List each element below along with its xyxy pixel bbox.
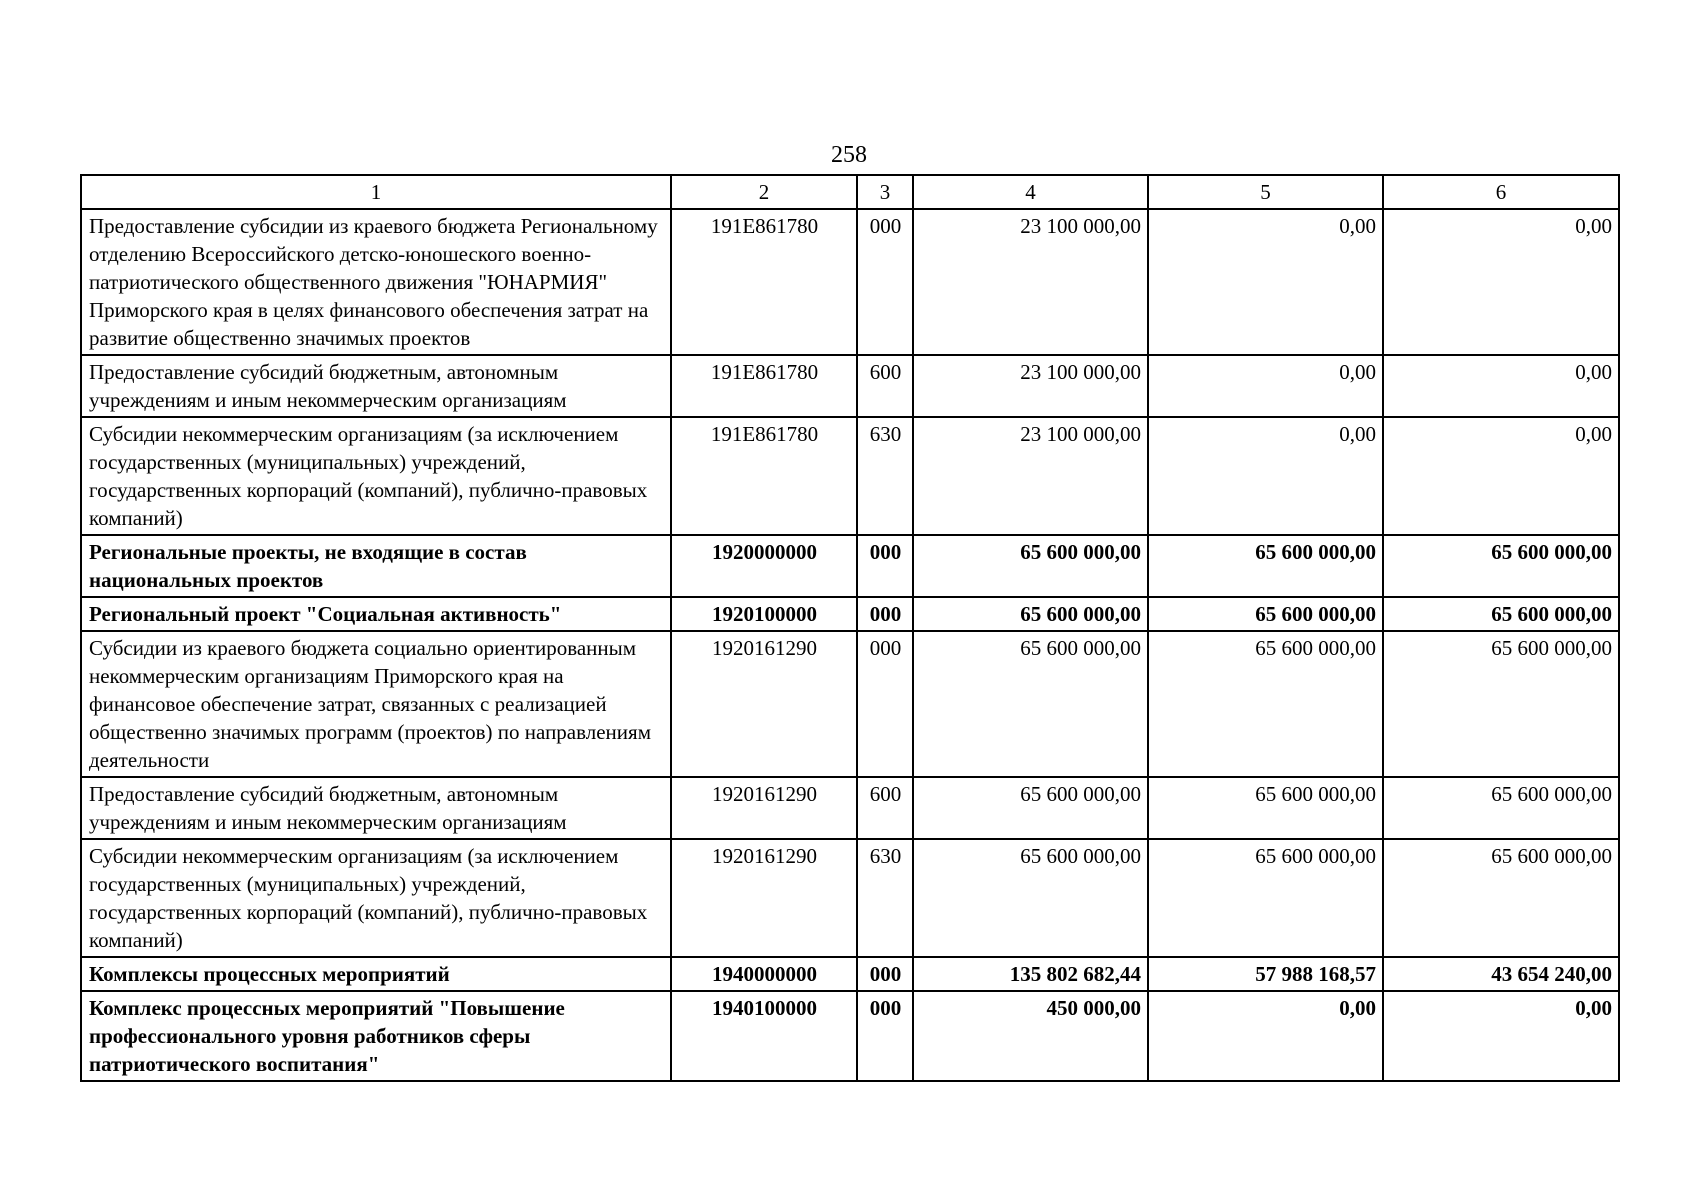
row-type: 630	[857, 839, 913, 957]
row-value-4: 23 100 000,00	[913, 209, 1148, 355]
table-row-total	[81, 957, 1619, 991]
row-value-4: 135 802 682,44	[913, 957, 1148, 991]
row-value-6: 65 600 000,00	[1383, 631, 1619, 777]
row-type: 630	[857, 417, 913, 535]
row-type: 000	[857, 991, 913, 1081]
header-col-4: 4	[913, 175, 1148, 209]
row-code: 1940100000	[671, 991, 857, 1081]
row-name: Комплексы процессных мероприятий	[81, 957, 671, 991]
table-row-total	[81, 597, 1619, 631]
row-value-5: 65 600 000,00	[1148, 777, 1383, 839]
header-col-5: 5	[1148, 175, 1383, 209]
row-code: 191E861780	[671, 209, 857, 355]
row-value-5: 0,00	[1148, 417, 1383, 535]
row-value-6: 43 654 240,00	[1383, 957, 1619, 991]
row-value-5: 57 988 168,57	[1148, 957, 1383, 991]
row-code: 1920161290	[671, 777, 857, 839]
row-value-6: 0,00	[1383, 209, 1619, 355]
header-col-2: 2	[671, 175, 857, 209]
table-row	[81, 355, 1619, 417]
row-code: 1920000000	[671, 535, 857, 597]
row-value-6: 65 600 000,00	[1383, 597, 1619, 631]
row-value-5: 0,00	[1148, 209, 1383, 355]
header-row	[81, 175, 1619, 209]
row-name: Предоставление субсидии из краевого бюджета Региональному отделению Всероссийского детско-юношеского военно-патриотического общественного движения "ЮНАРМИЯ" Приморского края в целях финансового обеспечения затрат на развитие общественно значимых проектов	[81, 209, 671, 355]
row-type: 600	[857, 355, 913, 417]
row-value-4: 65 600 000,00	[913, 631, 1148, 777]
header-col-1: 1	[81, 175, 671, 209]
row-value-5: 65 600 000,00	[1148, 597, 1383, 631]
row-value-4: 23 100 000,00	[913, 417, 1148, 535]
header-col-6: 6	[1383, 175, 1619, 209]
row-code: 191E861780	[671, 355, 857, 417]
row-code: 1940000000	[671, 957, 857, 991]
table-row	[81, 631, 1619, 777]
row-name: Региональный проект "Социальная активность"	[81, 597, 671, 631]
row-value-5: 65 600 000,00	[1148, 631, 1383, 777]
row-value-5: 0,00	[1148, 991, 1383, 1081]
row-name: Предоставление субсидий бюджетным, автономным учреждениям и иным некоммерческим организациям	[81, 777, 671, 839]
row-code: 1920161290	[671, 631, 857, 777]
row-value-6: 0,00	[1383, 355, 1619, 417]
row-code: 1920100000	[671, 597, 857, 631]
row-code: 1920161290	[671, 839, 857, 957]
row-name: Субсидии некоммерческим организациям (за исключением государственных (муниципальных) учреждений, государственных корпораций (компаний), публично-правовых компаний)	[81, 839, 671, 957]
row-name: Субсидии из краевого бюджета социально ориентированным некоммерческим организациям Приморского края на финансовое обеспечение затрат, связанных с реализацией общественно значимых программ (проектов) по направлениям деятельности	[81, 631, 671, 777]
row-type: 000	[857, 597, 913, 631]
header-col-3: 3	[857, 175, 913, 209]
row-type: 000	[857, 631, 913, 777]
row-value-4: 65 600 000,00	[913, 777, 1148, 839]
row-value-6: 0,00	[1383, 417, 1619, 535]
table-row-total	[81, 991, 1619, 1081]
table-row	[81, 209, 1619, 355]
row-value-5: 0,00	[1148, 355, 1383, 417]
table-row	[81, 839, 1619, 957]
row-name: Комплекс процессных мероприятий "Повышение профессионального уровня работников сферы патриотического воспитания"	[81, 991, 671, 1081]
row-value-5: 65 600 000,00	[1148, 839, 1383, 957]
row-value-4: 65 600 000,00	[913, 597, 1148, 631]
row-value-4: 23 100 000,00	[913, 355, 1148, 417]
page-number: 258	[831, 142, 867, 168]
row-code: 191E861780	[671, 417, 857, 535]
budget-table	[80, 174, 1620, 1082]
row-value-6: 65 600 000,00	[1383, 777, 1619, 839]
row-name: Субсидии некоммерческим организациям (за исключением государственных (муниципальных) учреждений, государственных корпораций (компаний), публично-правовых компаний)	[81, 417, 671, 535]
row-value-4: 65 600 000,00	[913, 535, 1148, 597]
row-value-4: 450 000,00	[913, 991, 1148, 1081]
row-type: 000	[857, 957, 913, 991]
row-value-6: 65 600 000,00	[1383, 839, 1619, 957]
row-name: Региональные проекты, не входящие в состав национальных проектов	[81, 535, 671, 597]
table-row-total	[81, 535, 1619, 597]
row-value-4: 65 600 000,00	[913, 839, 1148, 957]
row-value-5: 65 600 000,00	[1148, 535, 1383, 597]
table-row	[81, 777, 1619, 839]
row-type: 000	[857, 535, 913, 597]
table-row	[81, 417, 1619, 535]
row-value-6: 0,00	[1383, 991, 1619, 1081]
row-type: 000	[857, 209, 913, 355]
row-type: 600	[857, 777, 913, 839]
row-name: Предоставление субсидий бюджетным, автономным учреждениям и иным некоммерческим организациям	[81, 355, 671, 417]
row-value-6: 65 600 000,00	[1383, 535, 1619, 597]
